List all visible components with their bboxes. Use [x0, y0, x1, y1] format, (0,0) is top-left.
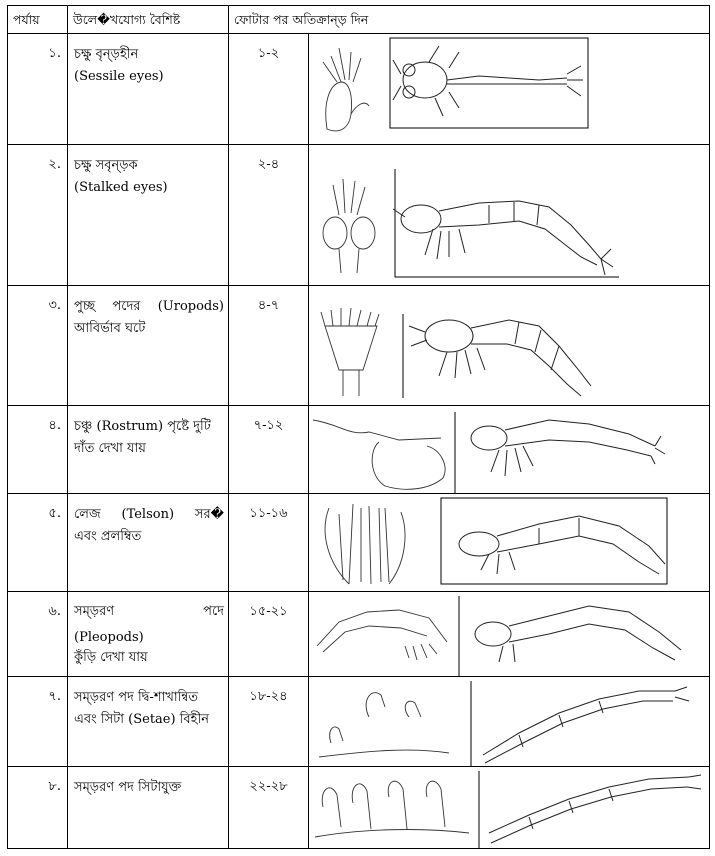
feature-line: কুঁড়ি দেখা যায় — [74, 650, 148, 665]
larva-illustration-cell — [309, 34, 710, 145]
table-row — [8, 767, 710, 849]
stage-number: ১. — [8, 34, 68, 145]
larva-illustration-cell — [309, 406, 710, 494]
table-row — [8, 677, 710, 767]
stage-number: ৪. — [8, 406, 68, 494]
table-row — [8, 494, 710, 592]
stage-number: ৬. — [8, 592, 68, 677]
feature-line: চক্ষু সবৃন্ড়ক — [74, 158, 138, 173]
feature-line: আবির্ভাব ঘটে — [74, 321, 146, 336]
larva-illustration — [309, 767, 710, 849]
feature-cell — [68, 406, 229, 494]
larva-illustration — [309, 145, 710, 286]
larva-illustration — [309, 592, 710, 677]
table-row — [8, 145, 710, 286]
larva-illustration — [309, 286, 710, 406]
header-days: ফোটার পর অতিক্রান্ড় দিন — [229, 6, 710, 34]
larva-illustration-cell — [309, 592, 710, 677]
table-row — [8, 592, 710, 677]
feature-line: (Stalked eyes) — [74, 180, 168, 195]
days-cell: ১৫-২১ — [229, 592, 309, 677]
feature-line: পুচ্ছ পদের (Uropods) — [74, 299, 224, 314]
larva-illustration — [309, 677, 710, 767]
feature-cell — [68, 494, 229, 592]
larva-illustration — [309, 494, 710, 592]
larva-illustration — [309, 34, 710, 145]
feature-line: (Sessile eyes) — [74, 69, 164, 84]
feature-line: দাঁত দেখা যায় — [74, 441, 146, 456]
days-cell: ২-৪ — [229, 145, 309, 286]
feature-line: লেজ (Telson) সর� — [74, 507, 224, 522]
feature-line: (Pleopods) — [74, 630, 144, 645]
feature-cell — [68, 145, 229, 286]
stage-number: ৮. — [8, 767, 68, 849]
table-row — [8, 34, 710, 145]
feature-cell — [68, 592, 229, 677]
table-header-row — [8, 6, 710, 34]
stage-number: ৩. — [8, 286, 68, 406]
table-row — [8, 406, 710, 494]
feature-line: সম্ড়রণ পদে — [74, 604, 224, 619]
stage-number: ২. — [8, 145, 68, 286]
feature-cell — [68, 767, 229, 849]
feature-line: চক্ষু বৃন্ড়হীন — [74, 47, 139, 62]
days-cell: ১১-১৬ — [229, 494, 309, 592]
feature-line: এবং প্রলম্বিত — [74, 529, 142, 544]
larva-illustration-cell — [309, 677, 710, 767]
larva-illustration-cell — [309, 286, 710, 406]
feature-line: চঞ্চু (Rostrum) পৃষ্টে দুটি — [74, 419, 211, 434]
larva-illustration-cell — [309, 767, 710, 849]
days-cell: ১৮-২৪ — [229, 677, 309, 767]
days-cell: ১-২ — [229, 34, 309, 145]
larval-stage-table — [7, 5, 710, 849]
feature-cell — [68, 286, 229, 406]
larva-illustration-cell — [309, 494, 710, 592]
days-cell: ৪-৭ — [229, 286, 309, 406]
feature-line: সম্ড়রণ পদ দ্বি-শাখান্বিত — [74, 690, 198, 705]
larva-illustration — [309, 406, 710, 494]
header-feature: উলে�খযোগ্য বৈশিষ্ট — [68, 6, 229, 34]
stage-number: ৭. — [8, 677, 68, 767]
header-stage: পর্যায় — [8, 6, 68, 34]
table-row — [8, 286, 710, 406]
days-cell: ২২-২৮ — [229, 767, 309, 849]
stage-number: ৫. — [8, 494, 68, 592]
larva-illustration-cell — [309, 145, 710, 286]
feature-cell — [68, 677, 229, 767]
feature-line: এবং সিটা (Setae) বিহীন — [74, 712, 209, 727]
days-cell: ৭-১২ — [229, 406, 309, 494]
feature-cell — [68, 34, 229, 145]
feature-line: সম্ড়রণ পদ সিটাযুক্ত — [74, 780, 182, 795]
